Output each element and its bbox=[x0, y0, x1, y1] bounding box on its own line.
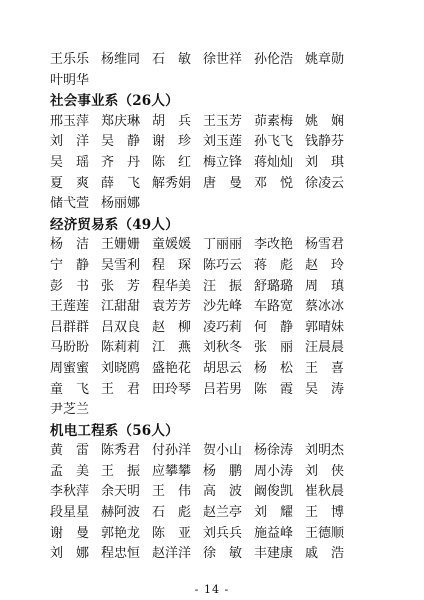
person-name: 陈秀君 bbox=[101, 443, 141, 459]
name-row bbox=[50, 380, 380, 401]
person-name: 崔秋晨 bbox=[305, 484, 345, 500]
person-name: 舒璐璐 bbox=[254, 278, 294, 294]
name-row bbox=[50, 338, 380, 359]
person-name: 程 琛 bbox=[152, 257, 191, 273]
person-name: 高 波 bbox=[203, 484, 242, 500]
person-name: 姚 娴 bbox=[305, 113, 344, 129]
name-row bbox=[50, 503, 380, 524]
name-row bbox=[50, 112, 380, 133]
person-name: 谢 曼 bbox=[50, 525, 89, 541]
person-name: 赵 玲 bbox=[305, 257, 344, 273]
person-name: 汪 振 bbox=[203, 278, 242, 294]
person-name: 应攀攀 bbox=[152, 463, 192, 479]
person-name: 凌巧莉 bbox=[203, 319, 243, 335]
person-name: 邓 悦 bbox=[254, 175, 293, 191]
person-name: 姚章勋 bbox=[305, 52, 345, 67]
person-name: 杨丽娜 bbox=[101, 196, 141, 212]
section-title: 经济贸易系（49人） bbox=[50, 216, 179, 233]
person-name: 蒋 彪 bbox=[254, 257, 293, 273]
person-name: 储弋萱 bbox=[50, 196, 90, 212]
person-name: 段星星 bbox=[50, 505, 90, 521]
person-name: 吴 涛 bbox=[305, 381, 344, 397]
person-name: 刘 娜 bbox=[50, 546, 89, 562]
person-name: 黄 雷 bbox=[50, 443, 89, 459]
name-row bbox=[50, 153, 380, 174]
person-name: 王德顺 bbox=[305, 525, 345, 541]
name-row bbox=[50, 462, 380, 483]
person-name: 刘明杰 bbox=[305, 443, 345, 459]
person-name: 蔡冰冰 bbox=[305, 299, 345, 315]
person-name: 田玲琴 bbox=[152, 381, 192, 397]
person-name: 袁芳芳 bbox=[152, 299, 192, 315]
person-name: 解秀娟 bbox=[152, 175, 192, 191]
person-name: 江 燕 bbox=[152, 340, 191, 356]
person-name: 赵 柳 bbox=[152, 319, 191, 335]
person-name: 钱静芬 bbox=[305, 134, 345, 150]
person-name: 阚俊凯 bbox=[254, 484, 294, 500]
person-name: 刘 侠 bbox=[305, 463, 344, 479]
person-name: 车路宽 bbox=[254, 299, 294, 315]
person-name: 杨雪君 bbox=[305, 237, 345, 253]
person-name: 王 喜 bbox=[305, 360, 344, 376]
person-name: 周 瑱 bbox=[305, 278, 344, 294]
person-name: 张 芳 bbox=[101, 278, 140, 294]
person-name: 张 丽 bbox=[254, 340, 293, 356]
person-name: 王乐乐 bbox=[50, 52, 90, 67]
person-name: 刘晓鸥 bbox=[101, 360, 141, 376]
person-name: 叶明华 bbox=[50, 72, 90, 88]
name-row bbox=[50, 524, 380, 545]
person-name: 刘 琪 bbox=[305, 154, 344, 170]
name-row bbox=[50, 132, 380, 153]
person-name: 郭艳龙 bbox=[101, 525, 141, 541]
name-row bbox=[50, 71, 380, 92]
name-row bbox=[50, 359, 380, 380]
person-name: 茆素梅 bbox=[254, 113, 294, 129]
person-name: 石 彪 bbox=[152, 505, 191, 521]
person-name: 孟 美 bbox=[50, 463, 89, 479]
person-name: 丰建康 bbox=[254, 546, 294, 562]
name-row bbox=[50, 318, 380, 339]
person-name: 童 飞 bbox=[50, 381, 89, 397]
person-name: 刘玉莲 bbox=[203, 134, 243, 150]
person-name: 何 静 bbox=[254, 319, 293, 335]
person-name: 周小涛 bbox=[254, 463, 294, 479]
name-row bbox=[50, 277, 380, 298]
person-name: 齐 丹 bbox=[101, 154, 140, 170]
person-name: 施益峰 bbox=[254, 525, 294, 541]
person-name: 赵洋洋 bbox=[152, 546, 192, 562]
person-name: 李改艳 bbox=[254, 237, 294, 253]
person-name: 梅立锋 bbox=[203, 154, 243, 170]
person-name: 杨 洁 bbox=[50, 237, 89, 253]
person-name: 王姗姗 bbox=[101, 237, 141, 253]
person-name: 盛艳花 bbox=[152, 360, 192, 376]
person-name: 胡 兵 bbox=[152, 113, 191, 129]
person-name: 程忠恒 bbox=[101, 546, 141, 562]
name-row bbox=[50, 50, 380, 71]
section-title: 机电工程系（56人） bbox=[50, 422, 179, 439]
person-name: 吴雪利 bbox=[101, 257, 141, 273]
person-name: 付孙洋 bbox=[152, 443, 192, 459]
person-name: 宁 静 bbox=[50, 257, 89, 273]
person-name: 李秋萍 bbox=[50, 484, 90, 500]
person-name: 王 博 bbox=[305, 505, 344, 521]
person-name: 夏 爽 bbox=[50, 175, 89, 191]
person-name: 刘兵兵 bbox=[203, 525, 243, 541]
person-name: 吕若男 bbox=[203, 381, 243, 397]
person-name: 戚 浩 bbox=[305, 546, 344, 562]
person-name: 杨 松 bbox=[254, 360, 293, 376]
person-name: 薛 飞 bbox=[101, 175, 140, 191]
person-name: 徐世祥 bbox=[203, 52, 243, 67]
name-row bbox=[50, 235, 380, 256]
name-row bbox=[50, 256, 380, 277]
person-name: 王莲莲 bbox=[50, 299, 90, 315]
person-name: 陈 红 bbox=[152, 154, 191, 170]
person-name: 贺小山 bbox=[203, 443, 243, 459]
person-name: 郑庆琳 bbox=[101, 113, 141, 129]
person-name: 蒋灿灿 bbox=[254, 154, 294, 170]
person-name: 陈 霞 bbox=[254, 381, 293, 397]
person-name: 吴 瑶 bbox=[50, 154, 89, 170]
name-row bbox=[50, 400, 380, 421]
person-name: 唐 曼 bbox=[203, 175, 242, 191]
person-name: 邢玉萍 bbox=[50, 113, 90, 129]
person-name: 徐凌云 bbox=[305, 175, 345, 191]
person-name: 孙飞飞 bbox=[254, 134, 294, 150]
person-name: 沙先峰 bbox=[203, 299, 243, 315]
person-name: 程华美 bbox=[152, 278, 192, 294]
person-name: 江甜甜 bbox=[101, 299, 141, 315]
person-name: 赵兰亭 bbox=[203, 505, 243, 521]
section-title: 社会事业系（26人） bbox=[50, 93, 179, 110]
name-row bbox=[50, 482, 380, 503]
person-name: 刘 耀 bbox=[254, 505, 293, 521]
person-name: 陈莉莉 bbox=[101, 340, 141, 356]
person-name: 周蜜蜜 bbox=[50, 360, 90, 376]
person-name: 马盼盼 bbox=[50, 340, 90, 356]
name-row bbox=[50, 297, 380, 318]
person-name: 王玉芳 bbox=[203, 113, 243, 129]
person-name: 杨徐涛 bbox=[254, 443, 294, 459]
person-name: 刘秋冬 bbox=[203, 340, 243, 356]
person-name: 徐 敏 bbox=[203, 546, 242, 562]
person-name: 陈巧云 bbox=[203, 257, 243, 273]
person-name: 童媛媛 bbox=[152, 237, 192, 253]
person-name: 吕双良 bbox=[101, 319, 141, 335]
person-name: 孙伦浩 bbox=[254, 52, 294, 67]
person-name: 吕群群 bbox=[50, 319, 90, 335]
person-name: 石 敏 bbox=[152, 52, 191, 67]
person-name: 丁丽丽 bbox=[203, 237, 243, 253]
person-name: 彭 书 bbox=[50, 278, 89, 294]
person-name: 刘 洋 bbox=[50, 134, 89, 150]
name-row bbox=[50, 194, 380, 215]
person-name: 王 君 bbox=[101, 381, 140, 397]
page-number: - 14 - bbox=[194, 583, 230, 596]
person-name: 杨 鹏 bbox=[203, 463, 242, 479]
name-list-document bbox=[50, 50, 380, 565]
person-name: 胡思云 bbox=[203, 360, 243, 376]
person-name: 杨维同 bbox=[101, 52, 141, 67]
person-name: 尹芝兰 bbox=[50, 402, 90, 418]
person-name: 郭晴妹 bbox=[305, 319, 345, 335]
person-name: 谢 珍 bbox=[152, 134, 191, 150]
person-name: 吴 静 bbox=[101, 134, 140, 150]
name-row bbox=[50, 174, 380, 195]
person-name: 王 振 bbox=[101, 463, 140, 479]
person-name: 余天明 bbox=[101, 484, 141, 500]
name-row bbox=[50, 544, 380, 565]
name-row bbox=[50, 441, 380, 462]
person-name: 王 伟 bbox=[152, 484, 191, 500]
person-name: 陈 亚 bbox=[152, 525, 191, 541]
person-name: 汪晨晨 bbox=[305, 340, 345, 356]
person-name: 赫阿波 bbox=[101, 505, 141, 521]
